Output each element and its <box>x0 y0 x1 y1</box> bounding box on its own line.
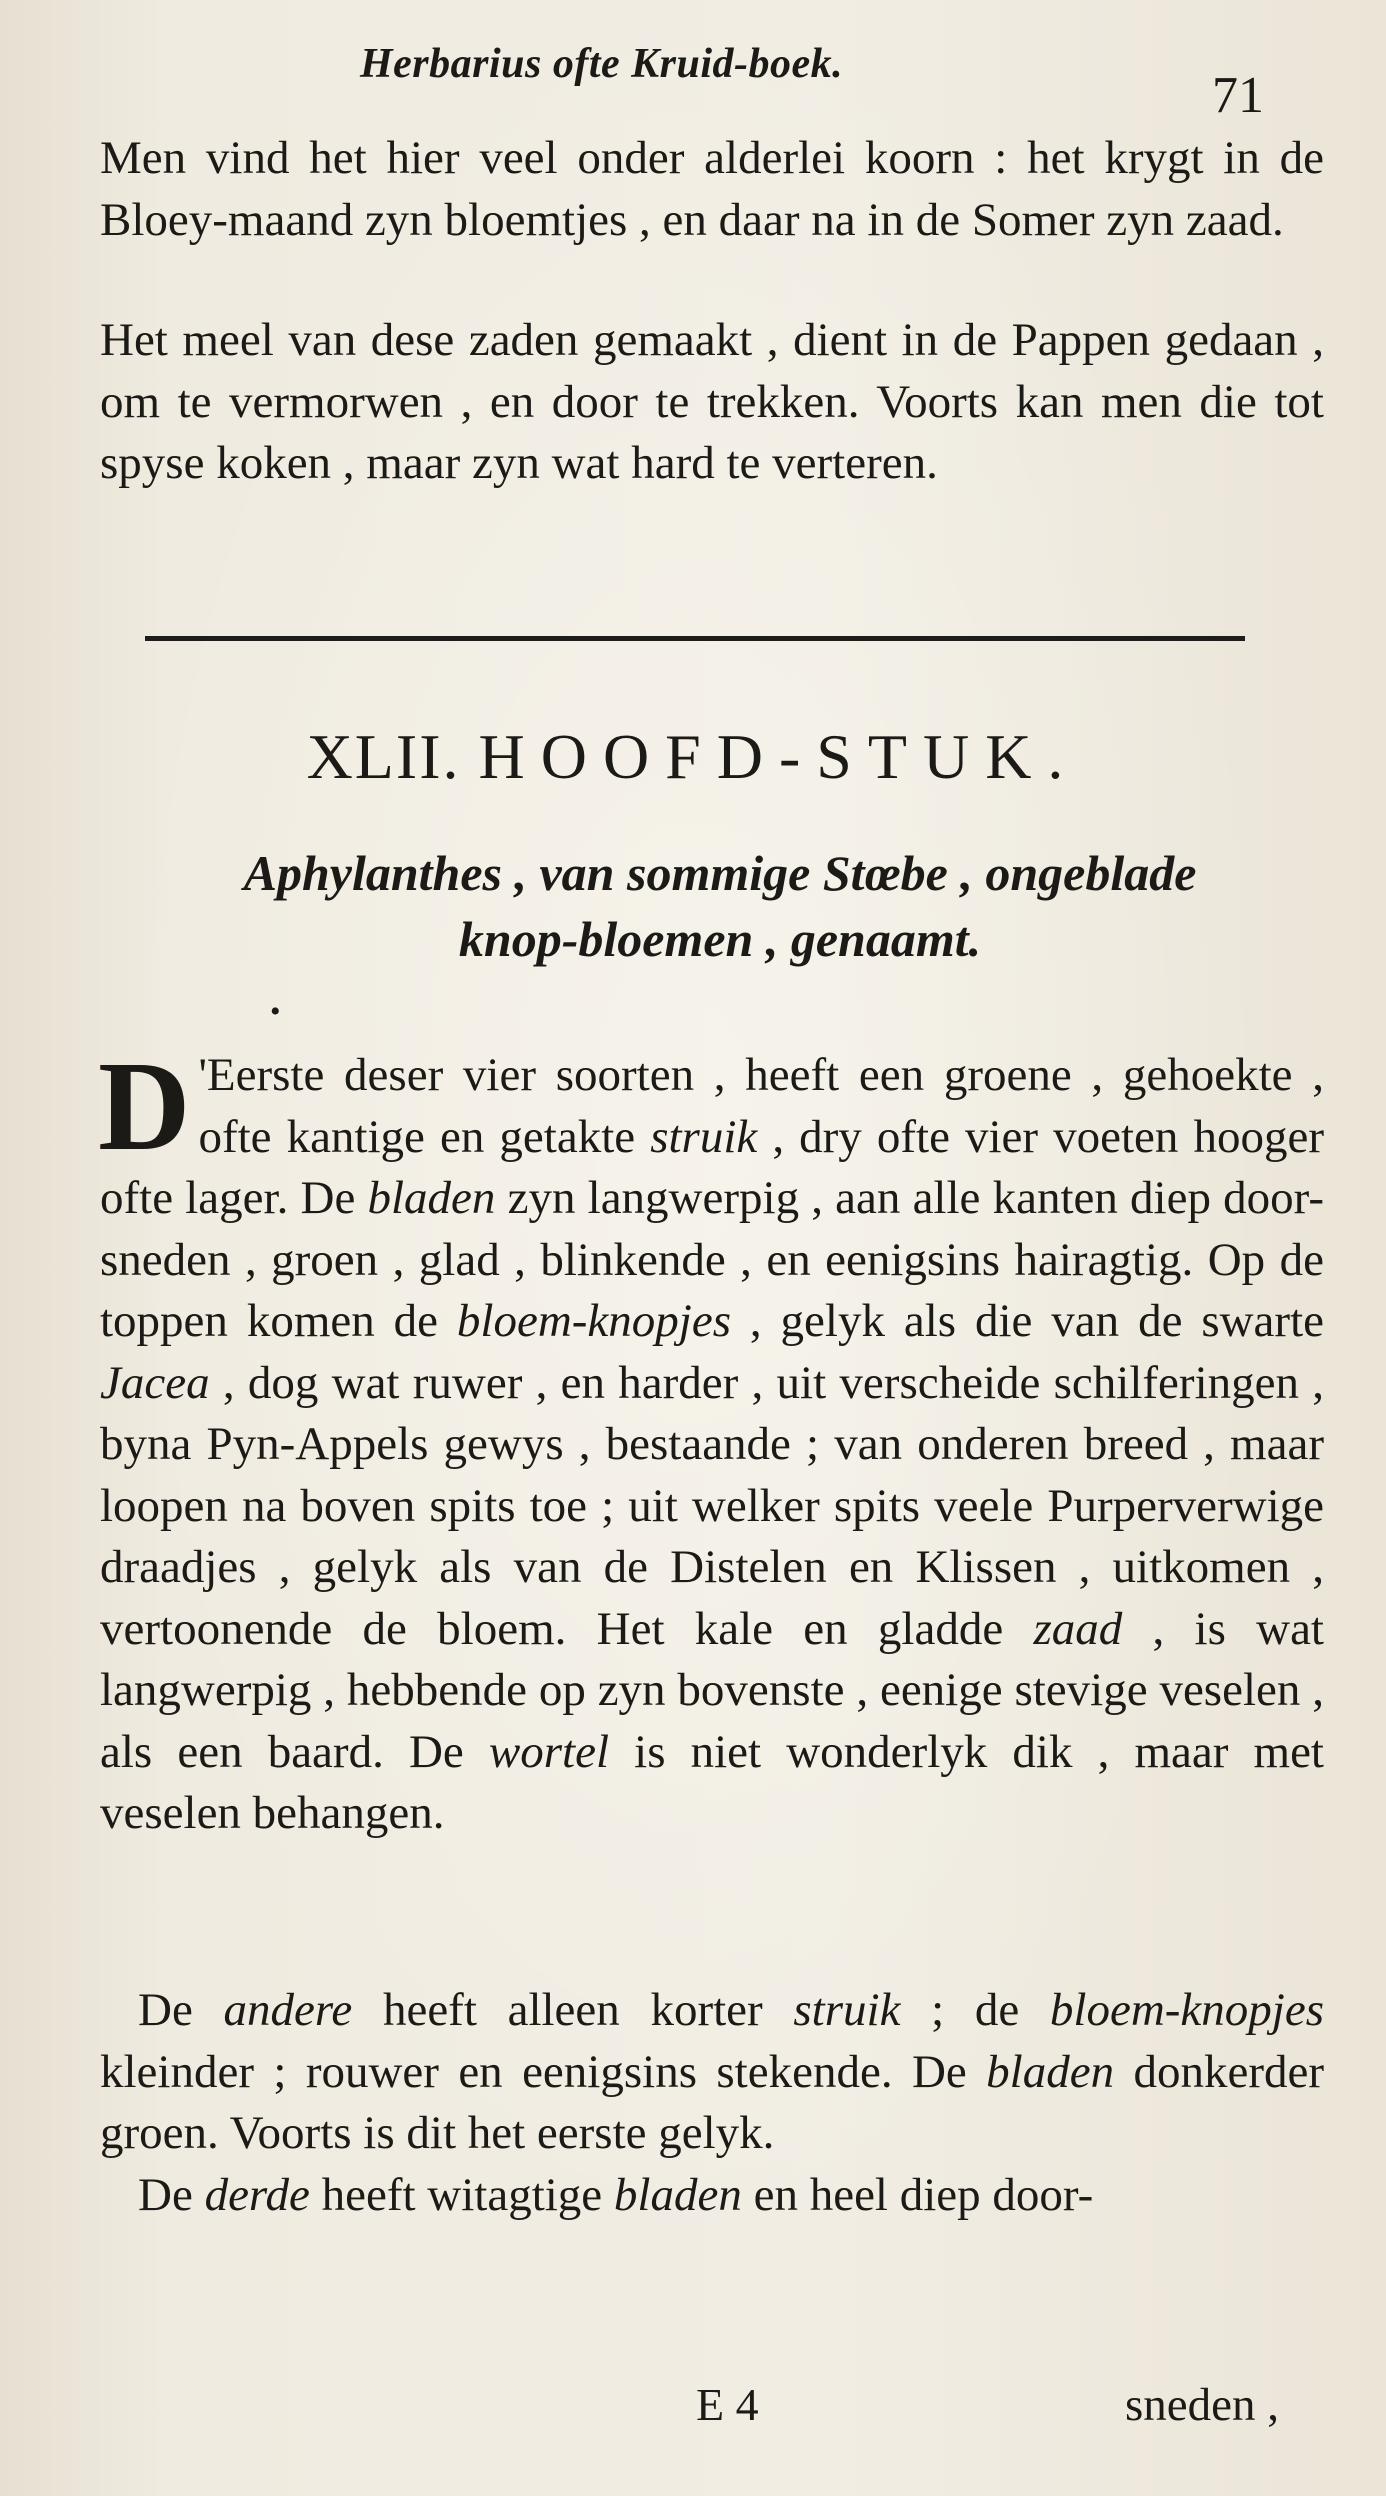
chapter-heading <box>0 720 1386 794</box>
text-run: ; de <box>900 1984 1050 2036</box>
page-number: 71 <box>1212 67 1264 124</box>
italic-term: wortel <box>488 1725 610 1778</box>
italic-term: derde <box>204 2169 310 2221</box>
text-run: , dog wat ruwer , en harder , uit verscheide schilferingen , byna Pyn-Appels gewys , bestaande ; van onderen breed , maar loopen na boven spits toe ; uit welker spits veele Purperverwige draadjes , gelyk als van de Distelen en Klissen , uitkomen , vertoonende de bloem. Het kale en gladde <box>100 1356 1324 1655</box>
italic-term: bladen <box>613 2169 742 2221</box>
section-divider <box>145 636 1245 641</box>
paragraph-third-kind <box>100 2165 1324 2227</box>
catchword: sneden , <box>1125 2379 1280 2431</box>
text-run: , dry ofte vier voeten hooger ofte lager. De <box>100 1110 1324 1224</box>
text-run: , gelyk als die van de swarte <box>731 1295 1324 1347</box>
text-run: De <box>138 1984 224 2036</box>
text-run: zyn langwerpig , aan alle kanten diep door-sneden , groen , glad , blinkende , en eenigsins hairagtig. Op de toppen komen de <box>100 1172 1324 1347</box>
text-run: , is wat langwerpig , hebbende op zyn bovenste , eenige stevige veselen , als een baard. De <box>100 1602 1324 1778</box>
chapter-subtitle <box>170 840 1270 972</box>
text-run: donkerder groen. Voorts is dit het eerste gelyk. <box>100 2045 1324 2159</box>
italic-term: struik <box>793 1984 901 2036</box>
text-run: kleinder ; rouwer en eenigsins stekende. De <box>100 2045 987 2098</box>
italic-term: bloem-knopjes <box>456 1295 731 1347</box>
italic-term: zaad <box>1033 1602 1123 1655</box>
paragraph-uses: Het meel van dese zaden gemaakt , dient in de Pappen gedaan , om te vermorwen , en door te trekken. Voorts kan men die tot spyse koken , maar zyn wat hard te verteren. <box>100 314 1324 489</box>
chapter-title: HOOFD-STUK. <box>478 721 1080 792</box>
subtitle-line-1: Aphylanthes , van sommige Stœbe , ongeblade <box>243 845 1197 901</box>
text-run: en heel diep door- <box>741 2169 1094 2221</box>
paragraph-first-kind <box>98 1035 1324 1845</box>
italic-term: struik <box>650 1110 758 1163</box>
paragraph-second-kind <box>100 1980 1324 2165</box>
signature-mark: E 4 <box>696 2379 759 2430</box>
text-run: heeft alleen korter <box>352 1984 794 2036</box>
text-run: heeft witagtige <box>309 2169 614 2221</box>
drop-cap: D <box>98 1035 191 1177</box>
subtitle-line-2: knop-bloemen , genaamt. <box>458 911 982 967</box>
chapter-number: XLII. <box>306 721 461 792</box>
text-run: 'Eerste deser vier soorten , heeft een groene , gehoekte , ofte kantige en getakte <box>198 1049 1324 1163</box>
italic-term: andere <box>223 1984 353 2036</box>
text-run: is niet wonderlyk dik , maar met veselen behangen. <box>100 1725 1324 1839</box>
ornament-dot: • <box>270 995 281 1028</box>
italic-term: bladen <box>367 1172 496 1224</box>
italic-term: Jacea <box>100 1356 210 1409</box>
running-title: Herbarius ofte Kruid-boek. <box>360 41 844 87</box>
paragraph-harvest: Men vind het hier veel onder alderlei koorn : het krygt in de Bloey-maand zyn bloemtjes , en daar na in de Somer zyn zaad. <box>100 132 1324 246</box>
italic-term: bladen <box>986 2045 1115 2098</box>
text-run: De <box>138 2169 205 2221</box>
italic-term: bloem-knopjes <box>1049 1984 1325 2036</box>
